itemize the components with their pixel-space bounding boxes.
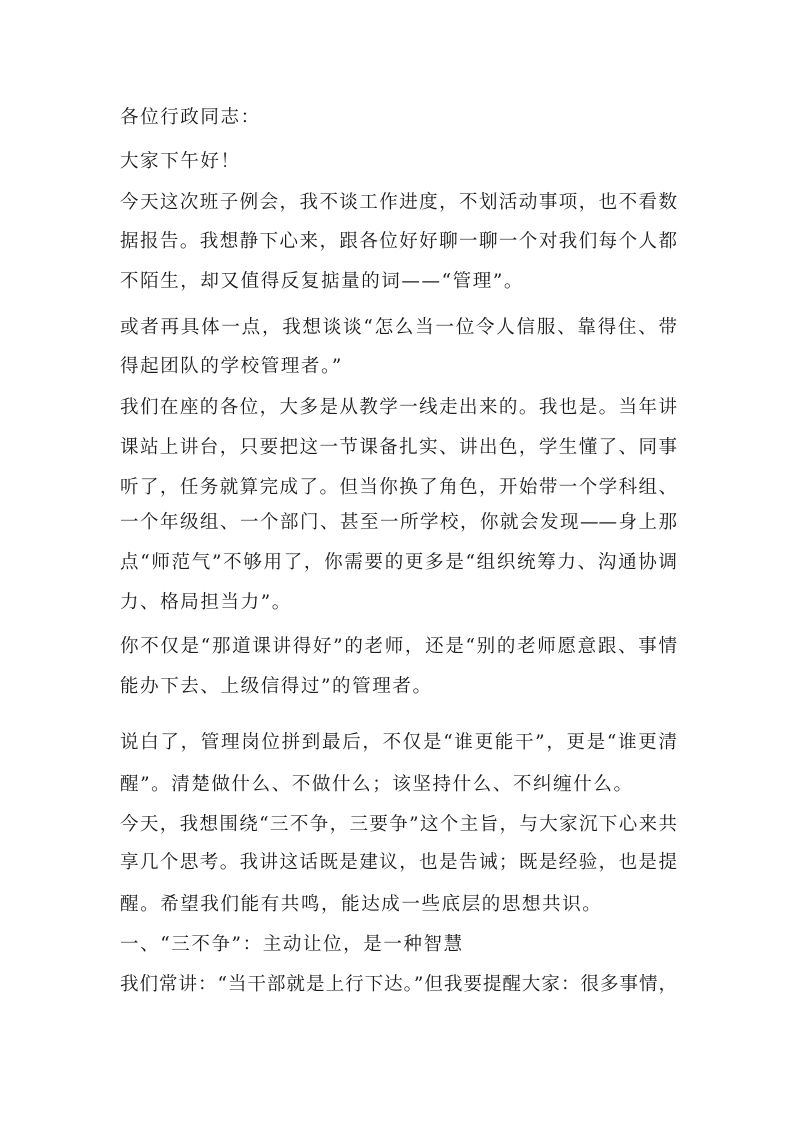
paragraph-line: 醒”。清楚做什么、不做什么；该坚持什么、不纠缠什么。 bbox=[120, 774, 634, 795]
paragraph-line: 据报告。我想静下心来，跟各位好好聊一聊一个对我们每个人都 bbox=[120, 231, 677, 252]
paragraph-line: 享几个思考。我讲这话既是建议，也是告诫；既是经验，也是提 bbox=[120, 852, 677, 873]
paragraph-line: 听了，任务就算完成了。但当你换了角色，开始带一个学科组、 bbox=[120, 477, 677, 498]
paragraph-line: 醒。希望我们能有共鸣，能达成一些底层的思想共识。 bbox=[120, 894, 603, 915]
paragraph-line: 课站上讲台，只要把这一节课备扎实、讲出色，学生懂了、同事 bbox=[120, 437, 677, 458]
paragraph-line: 我们常讲：“当干部就是上行下达。”但我要提醒大家：很多事情， bbox=[120, 974, 677, 995]
paragraph-line: 力、格局担当力”。 bbox=[120, 592, 292, 613]
paragraph-line: 不陌生，却又值得反复掂量的词——“管理”。 bbox=[120, 271, 525, 292]
paragraph-line: 今天，我想围绕“三不争，三要争”这个主旨，与大家沉下心来共 bbox=[120, 814, 677, 835]
section-heading: 一、“三不争”：主动让位，是一种智慧 bbox=[120, 934, 464, 955]
paragraph-line: 说白了，管理岗位拼到最后，不仅是“谁更能干”，更是“谁更清 bbox=[120, 732, 677, 753]
paragraph-line: 你不仅是“那道课讲得好”的老师，还是“别的老师愿意跟、事情 bbox=[120, 636, 677, 657]
paragraph-line: 一个年级组、一个部门、甚至一所学校，你就会发现——身上那 bbox=[120, 512, 677, 533]
paragraph-line: 能办下去、上级信得过”的管理者。 bbox=[120, 676, 433, 697]
paragraph-line: 今天这次班子例会，我不谈工作进度，不划活动事项，也不看数 bbox=[120, 192, 677, 213]
paragraph-line: 或者再具体一点，我想谈谈“怎么当一位令人信服、靠得住、带 bbox=[120, 317, 677, 338]
paragraph-line: 我们在座的各位，大多是从教学一线走出来的。我也是。当年讲 bbox=[120, 397, 677, 418]
greeting-line: 大家下午好！ bbox=[120, 151, 241, 172]
greeting-line: 各位行政同志： bbox=[120, 107, 261, 128]
paragraph-line: 点“师范气”不够用了，你需要的更多是“组织统筹力、沟通协调 bbox=[120, 552, 677, 573]
paragraph-line: 得起团队的学校管理者。” bbox=[120, 356, 343, 377]
